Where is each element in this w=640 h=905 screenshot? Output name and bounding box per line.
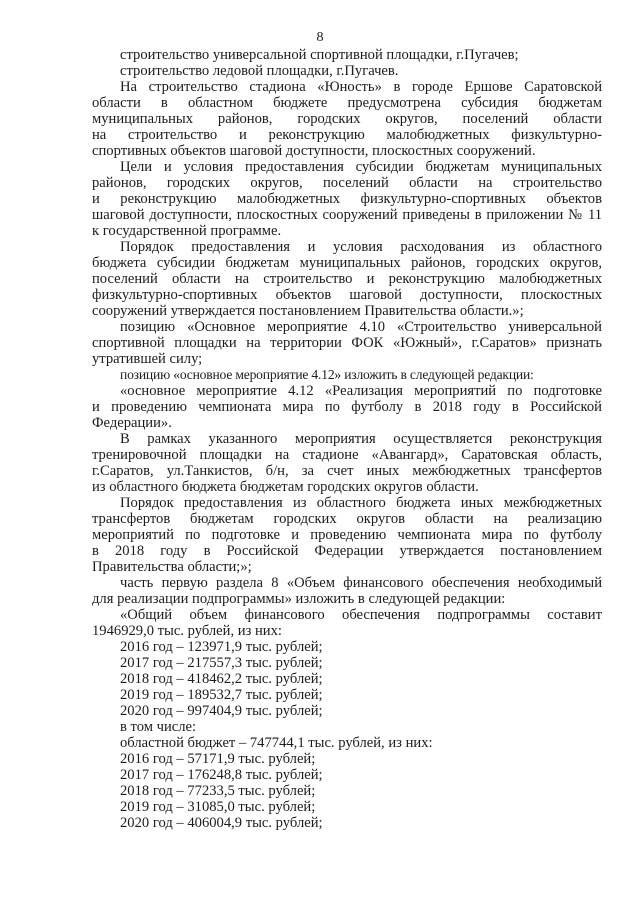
text-line: в том числе: <box>120 719 197 735</box>
document-body <box>92 47 602 831</box>
text-line: районов, городских округов, поселений области на строительство <box>92 175 602 191</box>
text-line: строительство универсальной спортивной площадки, г.Пугачев; <box>120 47 519 63</box>
text-line: и реконструкцию малобюджетных физкультурно-спортивных объектов <box>92 191 602 207</box>
text-line: На строительство стадиона «Юность» в городе Ершове Саратовской <box>120 79 602 95</box>
text-line: Цели и условия предоставления субсидии бюджетам муниципальных <box>120 159 602 175</box>
text-line: бюджета субсидии бюджетам муниципальных районов, городских округов, <box>92 255 602 271</box>
text-line: Порядок предоставления и условия расходования из областного <box>120 239 602 255</box>
funding-line: 2020 год – 406004,9 тыс. рублей; <box>120 815 323 831</box>
text-line: позицию «Основное мероприятие 4.10 «Строительство универсальной <box>120 319 602 335</box>
text-line: утратившей силу; <box>92 351 203 367</box>
text-line: 1946929,0 тыс. рублей, из них: <box>92 623 282 639</box>
funding-line: 2016 год – 57171,9 тыс. рублей; <box>120 751 316 767</box>
text-line: шаговой доступности, плоскостных сооружений приведены в приложении № 11 <box>92 207 602 223</box>
text-line: сооружений утверждается постановлением Правительства области.»; <box>92 303 524 319</box>
text-line: позицию «основное мероприятие 4.12» изложить в следующей редакции: <box>120 367 534 382</box>
funding-line: 2019 год – 189532,7 тыс. рублей; <box>120 687 323 703</box>
text-line: трансфертов бюджетам городских округов области на реализацию <box>92 511 602 527</box>
text-line: области в областном бюджете предусмотрена субсидия бюджетам <box>92 95 602 111</box>
text-line: в 2018 году в Российской Федерации утверждается постановлением <box>92 543 602 559</box>
funding-line: 2017 год – 217557,3 тыс. рублей; <box>120 655 323 671</box>
text-line: Порядок предоставления из областного бюджета иных межбюджетных <box>120 495 602 511</box>
text-line: к государственной программе. <box>92 223 282 239</box>
text-line: спортивной площадки на территории ФОК «Южный», г.Саратов» признать <box>92 335 602 351</box>
funding-line: 2016 год – 123971,9 тыс. рублей; <box>120 639 323 655</box>
funding-line: 2020 год – 997404,9 тыс. рублей; <box>120 703 323 719</box>
text-line: из областного бюджета бюджетам городских округов области. <box>92 479 479 495</box>
text-line: и проведению чемпионата мира по футболу в 2018 году в Российской <box>92 399 602 415</box>
text-line: спортивных объектов шаговой доступности, плоскостных сооружений. <box>92 143 536 159</box>
text-line: мероприятий по подготовке и проведению чемпионата мира по футболу <box>92 527 602 543</box>
text-line: строительство ледовой площадки, г.Пугачев. <box>120 63 399 79</box>
text-line: Правительства области;»; <box>92 559 252 575</box>
text-line: Федерации». <box>92 415 172 431</box>
text-line: часть первую раздела 8 «Объем финансового обеспечения необходимый <box>120 575 602 591</box>
page-number: 8 <box>316 30 324 45</box>
text-line: муниципальных районов, городских округов, поселений области <box>92 111 602 127</box>
text-line: поселений области на строительство и реконструкцию малобюджетных <box>92 271 602 287</box>
text-line: В рамках указанного мероприятия осуществляется реконструкция <box>120 431 602 447</box>
text-line: «Общий объем финансового обеспечения подпрограммы составит <box>120 607 602 623</box>
text-line: тренировочной площадки на стадионе «Авангард», Саратовская область, <box>92 447 602 463</box>
text-line: «основное мероприятие 4.12 «Реализация мероприятий по подготовке <box>120 383 602 399</box>
funding-line: 2018 год – 77233,5 тыс. рублей; <box>120 783 316 799</box>
funding-line: 2019 год – 31085,0 тыс. рублей; <box>120 799 316 815</box>
funding-line: 2017 год – 176248,8 тыс. рублей; <box>120 767 323 783</box>
funding-line: 2018 год – 418462,2 тыс. рублей; <box>120 671 323 687</box>
text-line: г.Саратов, ул.Танкистов, б/н, за счет иных межбюджетных трансфертов <box>92 463 602 479</box>
text-line: областной бюджет – 747744,1 тыс. рублей, из них: <box>120 735 433 751</box>
text-line: для реализации подпрограммы» изложить в следующей редакции: <box>92 591 506 607</box>
text-line: физкультурно-спортивных объектов шаговой доступности, плоскостных <box>92 287 602 303</box>
text-line: на строительство и реконструкцию малобюджетных физкультурно- <box>92 127 602 143</box>
